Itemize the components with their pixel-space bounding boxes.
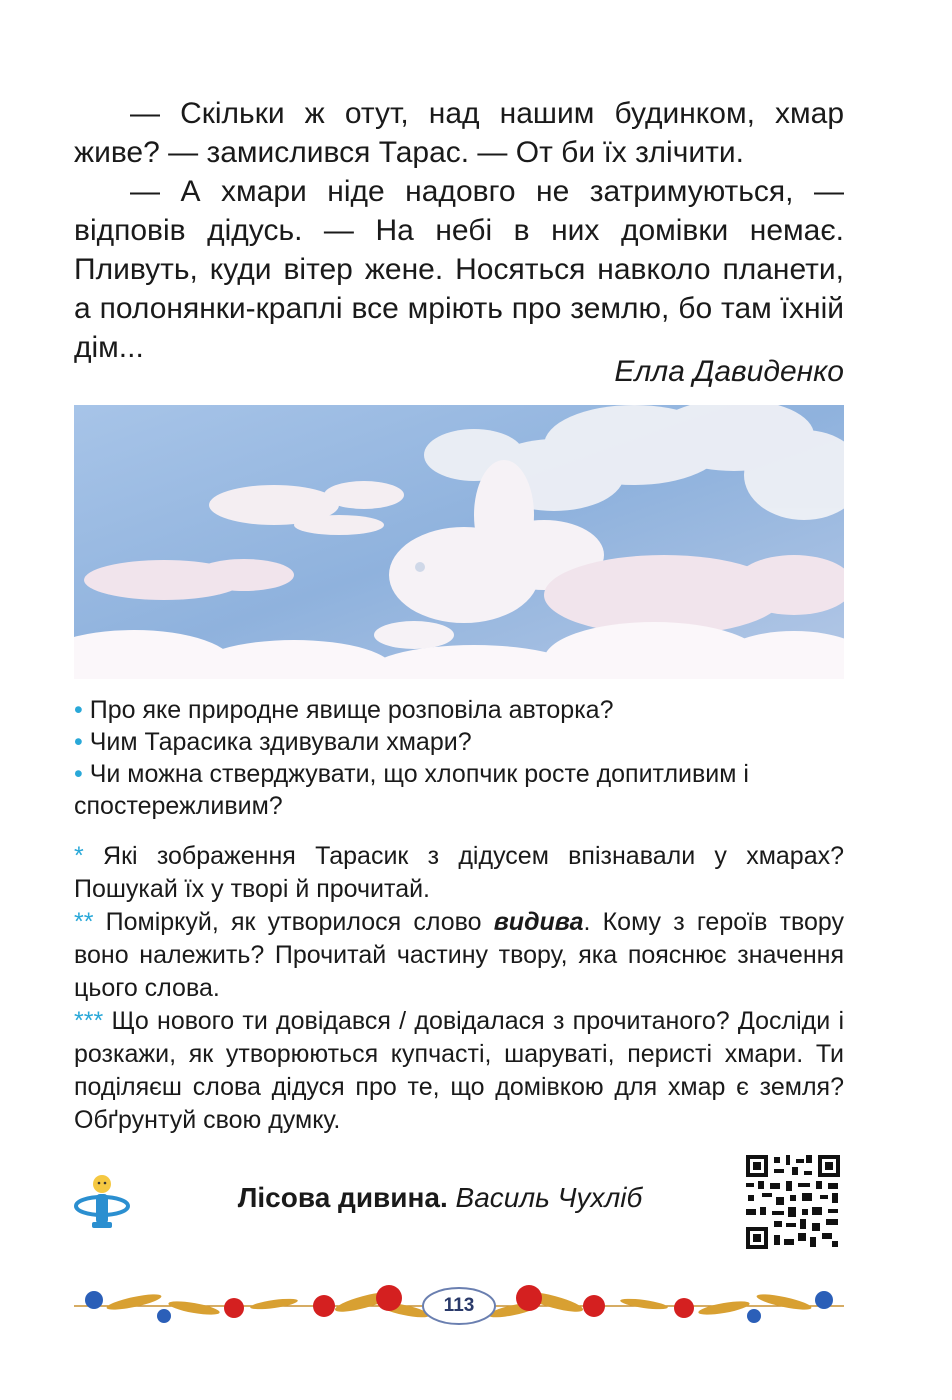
difficulty-stars: *** [74, 1007, 104, 1035]
clouds-illustration [74, 405, 844, 679]
difficulty-stars: * [74, 842, 84, 870]
task-level-2 [74, 906, 844, 1005]
story-paragraph-1: — Скільки ж отут, над нашим будинком, хмар живе? — замислився Тарас. — От би їх злічити. [74, 97, 844, 169]
question-1 [74, 694, 844, 726]
task-level-1 [74, 840, 844, 906]
story-author: Елла Давиденко [614, 355, 844, 388]
story-paragraph-2: — А хмари ніде надовго не затримуються, — відповів дідусь. — На небі в них домівки немає. Пливуть, куди вітер жене. Носяться навколо планети, а полонянки-краплі все мріють про землю, бо там їхній дім... [74, 175, 844, 364]
bullet-icon: • [74, 760, 83, 788]
clouds-illustration-art [74, 405, 844, 679]
bullet-icon: • [74, 728, 83, 756]
task-level-2-text-after: . Кому з героїв твору воно належить? Прочитай частину твору, яка пояснює значення цього слова. [74, 908, 845, 1002]
reading-person-icon [72, 1172, 132, 1234]
task-level-2-text-before: Поміркуй, як утворилося слово [105, 908, 482, 936]
tasks-list [74, 840, 844, 1137]
question-3 [74, 758, 844, 822]
extra-reading [140, 1178, 740, 1218]
question-1-text: Про яке природне явище розповіла авторка? [89, 696, 614, 724]
questions-list [74, 694, 844, 822]
extra-reading-title: Лісова дивина. [237, 1182, 448, 1213]
difficulty-stars: ** [74, 908, 94, 936]
bullet-icon: • [74, 696, 83, 724]
task-level-3-text: Що нового ти довідався / довідалася з прочитаного? Досліди і розкажи, як утворюються купчасті, шаруваті, перисті хмари. Ти поділяєш слова дідуся про те, що домівкою для хмар є земля? Обґрунтуй свою думку. [74, 1007, 844, 1134]
task-level-1-text: Які зображення Тарасик з дідусем впізнавали у хмарах? Пошукай їх у творі й прочитай. [74, 842, 844, 903]
question-2 [74, 726, 844, 758]
question-2-text: Чим Тарасика здивували хмари? [89, 728, 472, 756]
highlighted-word: видива [493, 908, 584, 936]
extra-reading-author: Василь Чухліб [455, 1182, 643, 1213]
qr-code[interactable] [744, 1153, 842, 1251]
page-number: 113 [443, 1295, 475, 1316]
task-level-3 [74, 1005, 844, 1137]
story-text [74, 94, 844, 367]
question-3-text: Чи можна стверджувати, що хлопчик росте допитливим і спостережливим? [74, 760, 749, 820]
